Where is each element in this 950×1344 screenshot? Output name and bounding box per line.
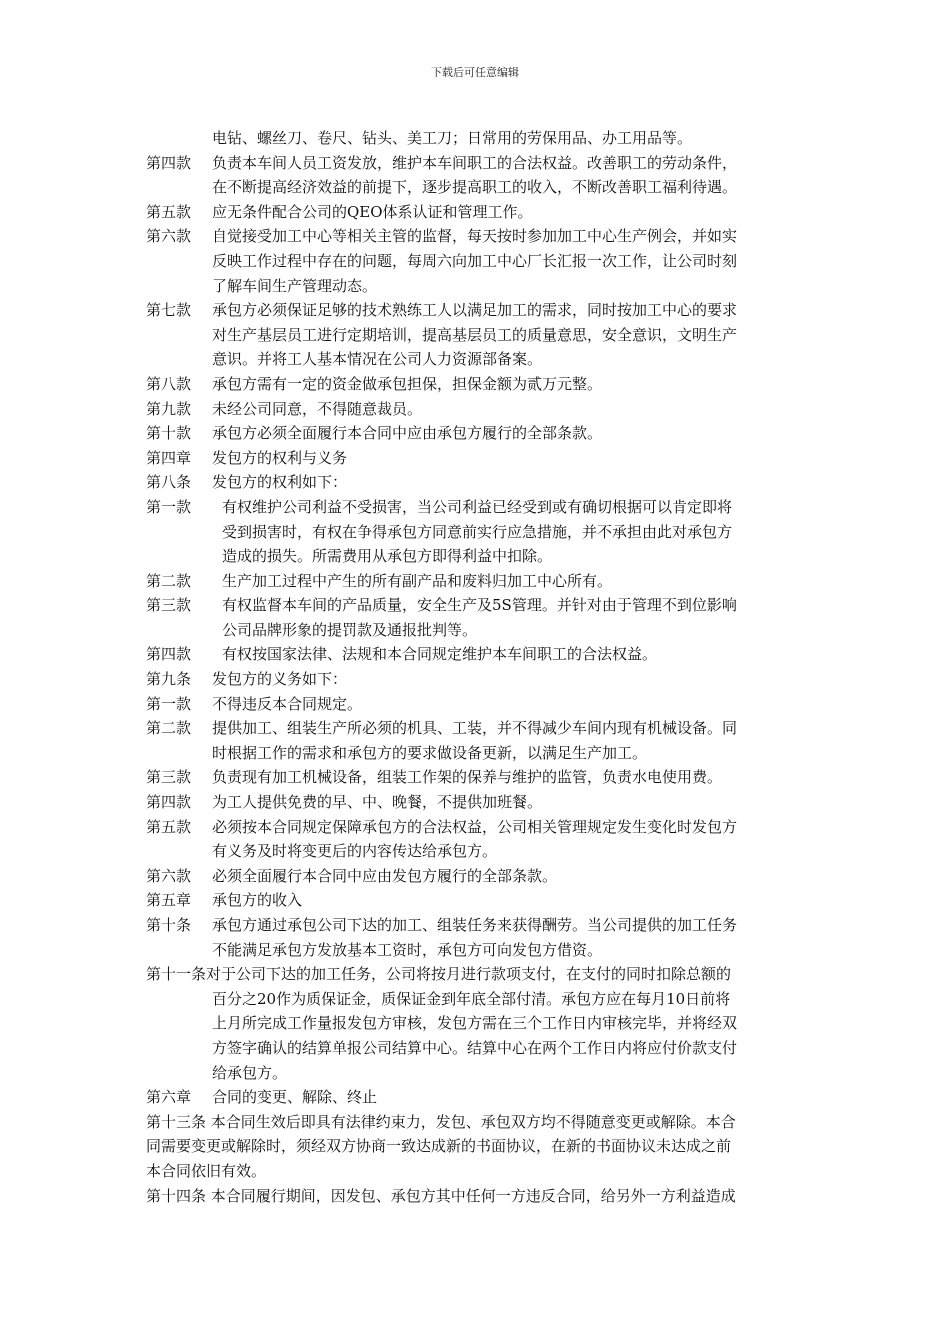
clause-line <box>146 987 810 1012</box>
clause-line <box>146 1085 810 1110</box>
clause-text: 电钻、螺丝刀、卷尺、钻头、美工刀；日常用的劳保用品、办工用品等。 <box>212 129 693 147</box>
clause-text: 不得违反本合同规定。 <box>212 694 363 713</box>
clause-block <box>146 888 810 913</box>
clause-line <box>146 741 810 766</box>
clause-line <box>146 593 810 618</box>
clause-line <box>146 323 810 348</box>
clause-text: 有权维护公司利益不受损害，当公司利益已经受到或有确切根据可以肯定即将 <box>222 497 733 516</box>
clause-label <box>146 938 212 963</box>
clause-text: 方签字确认的结算单报公司结算中心。结算中心在两个工作日内将应付价款支付 <box>212 1038 738 1057</box>
clause-text: 对于公司下达的加工任务，公司将按月进行款项支付，在支付的同时扣除总额的 <box>206 965 732 984</box>
clause-block <box>146 1085 810 1110</box>
clause-label <box>146 274 212 299</box>
clause-text: 承包方必须全面履行本合同中应由承包方履行的全部条款。 <box>212 424 603 443</box>
clause-text: 发包方的权利如下： <box>212 473 348 492</box>
clause-line <box>146 298 810 323</box>
clause-line <box>146 1184 810 1209</box>
clause-label: 第三款 <box>146 768 192 787</box>
clause-text: 时根据工作的需求和承包方的要求做设备更新，以满足生产加工。 <box>212 743 648 762</box>
clause-label: 第六款 <box>146 227 192 246</box>
clause-text: 同需要变更或解除时，须经双方协商一致达成新的书面协议，在新的书面协议未达成之前 <box>146 1137 732 1156</box>
clause-line <box>146 815 810 840</box>
clause-label: 第六章 <box>146 1088 192 1107</box>
clause-text: 合同的变更、解除、终止 <box>212 1088 378 1107</box>
clause-label: 第二款 <box>146 719 192 738</box>
clause-text: 反映工作过程中存在的问题，每周六向加工中心厂长汇报一次工作，让公司时刻 <box>212 251 738 270</box>
clause-label: 第六款 <box>146 866 192 885</box>
clause-line <box>146 839 810 864</box>
clause-label: 第十款 <box>146 424 192 443</box>
clause-label <box>146 323 212 348</box>
clause-text: 有义务及时将变更后的内容传达给承包方。 <box>212 842 498 861</box>
clause-text: 承包方通过承包公司下达的加工、组装任务来获得酬劳。当公司提供的加工任务 <box>212 916 738 934</box>
clause-label <box>146 741 212 766</box>
clause-block <box>146 495 810 569</box>
clause-label: 第四款 <box>146 793 192 812</box>
clause-block <box>146 224 810 298</box>
clause-text: 给承包方。 <box>212 1063 288 1082</box>
clause-text: 负责本车间人员工资发放，维护本车间职工的合法权益。改善职工的劳动条件， <box>212 153 738 172</box>
clause-text: 第十四条 本合同履行期间，因发包、承包方其中任何一方违反合同，给另外一方利益造成 <box>146 1186 736 1205</box>
clause-text: 必须全面履行本合同中应由发包方履行的全部条款。 <box>212 866 558 885</box>
clause-block <box>146 790 810 815</box>
clause-text: 必须按本合同规定保障承包方的合法权益，公司相关管理规定发生变化时发包方 <box>212 817 738 836</box>
clause-block <box>146 569 810 594</box>
clause-line <box>146 421 810 446</box>
clause-label: 第四章 <box>146 448 192 467</box>
clause-line <box>146 642 810 667</box>
clause-line <box>146 520 810 545</box>
clause-label: 第八款 <box>146 374 192 393</box>
clause-label <box>146 1011 212 1036</box>
clause-text: 负责现有加工机械设备，组装工作架的保养与维护的监管，负责水电使用费。 <box>212 768 723 787</box>
clause-line <box>146 716 810 741</box>
clause-line <box>146 544 810 569</box>
clause-text: 对生产基层员工进行定期培训，提高基层员工的质量意思，安全意识，文明生产 <box>212 325 738 344</box>
clause-text: 第十三条 本合同生效后即具有法律约束力，发包、承包双方均不得随意变更或解除。本合 <box>146 1112 736 1131</box>
clause-label: 第五款 <box>146 817 192 836</box>
clause-line <box>146 765 810 790</box>
clause-label: 第四款 <box>146 153 192 172</box>
clause-text: 造成的损失。所需费用从承包方即得利益中扣除。 <box>222 547 553 566</box>
clause-block <box>146 397 810 422</box>
clause-block <box>146 151 810 200</box>
clause-label <box>146 839 212 864</box>
clause-label <box>146 544 222 569</box>
clause-text: 不能满足承包方发放基本工资时，承包方可向发包方借资。 <box>212 940 603 959</box>
clause-text: 自觉接受加工中心等相关主管的监督，每天按时参加加工中心生产例会，并如实 <box>212 227 738 246</box>
clause-label <box>146 249 212 274</box>
clause-label: 第一款 <box>146 497 192 516</box>
clause-label: 第五章 <box>146 891 192 910</box>
clause-block <box>146 470 810 495</box>
clause-label: 第五款 <box>146 202 192 221</box>
clause-line <box>146 790 810 815</box>
clause-line <box>146 1110 810 1135</box>
clause-label: 第一款 <box>146 694 192 713</box>
clause-block <box>146 864 810 889</box>
clause-label: 第三款 <box>146 596 192 615</box>
clause-text: 本合同依旧有效。 <box>146 1161 267 1180</box>
clause-text: 上月所完成工作量报发包方审核，发包方需在三个工作日内审核完毕，并将经双 <box>212 1014 738 1033</box>
clause-line <box>146 397 810 422</box>
clause-line <box>146 249 810 274</box>
clause-label <box>146 175 212 200</box>
clause-text: 承包方的收入 <box>212 891 303 910</box>
clause-text: 有权按国家法律、法规和本合同规定维护本车间职工的合法权益。 <box>222 645 658 664</box>
clause-text: 在不断提高经济效益的前提下，逐步提高职工的收入，不断改善职工福利待遇。 <box>212 178 738 197</box>
clause-line <box>146 495 810 520</box>
clause-text: 意识。并将工人基本情况在公司人力资源部备案。 <box>212 350 543 369</box>
clause-line <box>146 962 810 987</box>
page-header: 下载后可任意编辑 <box>431 66 519 79</box>
clause-block <box>146 765 810 790</box>
clause-line <box>146 372 810 397</box>
clause-line <box>146 175 810 200</box>
clause-label: 第八条 <box>146 473 192 492</box>
clause-block <box>146 446 810 471</box>
clause-line <box>146 126 810 151</box>
clause-line <box>146 618 810 643</box>
clause-text: 承包方必须保证足够的技术熟练工人以满足加工的需求，同时按加工中心的要求 <box>212 301 738 320</box>
clause-block <box>146 962 810 1085</box>
clause-block <box>146 716 810 765</box>
clause-block <box>146 372 810 397</box>
clause-text: 发包方的义务如下： <box>212 670 348 689</box>
clause-label: 第九条 <box>146 670 192 689</box>
clause-text: 有权监督本车间的产品质量，安全生产及5S管理。并针对由于管理不到位影响 <box>222 596 737 615</box>
clause-label <box>146 1036 212 1061</box>
clause-text: 生产加工过程中产生的所有副产品和废料归加工中心所有。 <box>222 571 613 590</box>
clause-text: 受到损害时，有权在争得承包方同意前实行应急措施，并不承担由此对承包方 <box>222 522 733 541</box>
clause-line <box>146 1134 810 1159</box>
clause-line <box>146 569 810 594</box>
clause-text: 了解车间生产管理动态。 <box>212 276 378 295</box>
clause-line <box>146 1159 810 1184</box>
clause-line <box>146 692 810 717</box>
clause-label: 第十一条 <box>146 965 207 984</box>
clause-block <box>146 1184 810 1209</box>
clause-line <box>146 1036 810 1061</box>
clause-line <box>146 274 810 299</box>
clause-text: 公司品牌形象的提罚款及通报批判等。 <box>222 620 478 639</box>
clause-label <box>146 1061 212 1086</box>
clause-label: 第四款 <box>146 645 192 664</box>
clause-line <box>146 938 810 963</box>
clause-block <box>146 126 810 151</box>
clause-block <box>146 692 810 717</box>
clause-text: 承包方需有一定的资金做承包担保，担保金额为贰万元整。 <box>212 374 603 393</box>
clause-text: 应无条件配合公司的QEO体系认证和管理工作。 <box>212 202 533 221</box>
clause-text: 百分之20作为质保证金，质保证金到年底全部付清。承包方应在每月10日前将 <box>212 989 731 1008</box>
document-body <box>146 126 810 1208</box>
clause-line <box>146 446 810 471</box>
clause-line <box>146 151 810 176</box>
clause-line <box>146 864 810 889</box>
clause-label: 第二款 <box>146 571 192 590</box>
clause-block <box>146 815 810 864</box>
clause-line <box>146 888 810 913</box>
clause-label <box>146 618 222 643</box>
clause-label: 第十条 <box>146 916 192 934</box>
clause-label <box>146 520 222 545</box>
clause-text: 发包方的权利与义务 <box>212 448 348 467</box>
clause-text: 为工人提供免费的早、中、晚餐，不提供加班餐。 <box>212 793 543 812</box>
clause-line <box>146 667 810 692</box>
clause-label: 第七款 <box>146 301 192 320</box>
clause-line <box>146 1011 810 1036</box>
clause-line <box>146 913 810 938</box>
clause-block <box>146 667 810 692</box>
clause-line <box>146 1061 810 1086</box>
clause-line <box>146 347 810 372</box>
clause-line <box>146 200 810 225</box>
clause-block <box>146 642 810 667</box>
clause-text: 提供加工、组装生产所必须的机具、工装，并不得减少车间内现有机械设备。同 <box>212 719 738 738</box>
clause-line <box>146 224 810 249</box>
clause-block <box>146 593 810 642</box>
clause-block <box>146 421 810 446</box>
clause-label <box>146 347 212 372</box>
clause-text: 未经公司同意，不得随意裁员。 <box>212 399 423 418</box>
clause-line <box>146 470 810 495</box>
clause-block <box>146 298 810 372</box>
clause-block <box>146 1110 810 1184</box>
clause-label: 第九款 <box>146 399 192 418</box>
clause-block <box>146 913 810 962</box>
clause-label <box>146 987 212 1012</box>
clause-block <box>146 200 810 225</box>
